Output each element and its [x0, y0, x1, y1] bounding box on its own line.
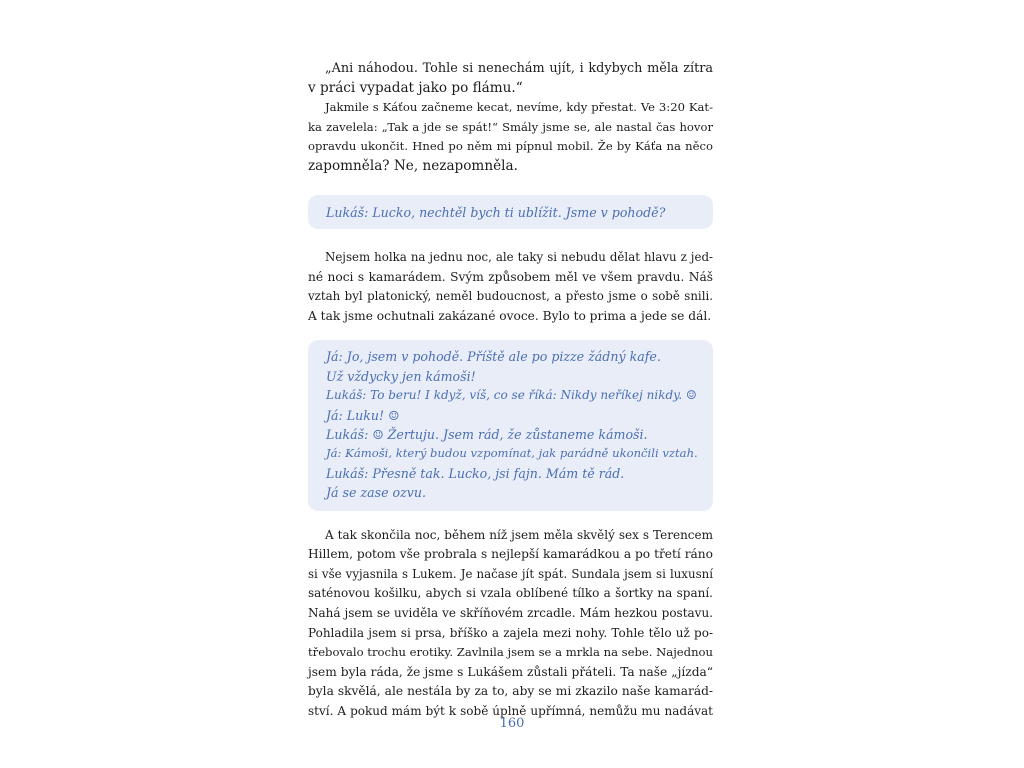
message-line: Lukáš: Lucko, nechtěl bych ti ublížit. Jsme v pohodě?	[326, 204, 666, 220]
text-line: Nahá jsem se uviděla ve skříňovém zrcadle. Mám hezkou postavu.	[308, 605, 713, 620]
message-box	[308, 340, 713, 510]
text-line: v práci vypadat jako po flámu.“	[308, 79, 523, 96]
text-line: né noci s kamarádem. Svým způsobem měl ve všem pravdu. Náš	[308, 269, 713, 284]
text-line: Hillem, potom vše probrala s nejlepší kamarádkou a po třetí ráno	[308, 547, 713, 562]
text-line: A tak jsme ochutnali zakázané ovoce. Bylo to prima a jede se dál.	[308, 308, 712, 323]
text-line: jsem byla ráda, že jsme s Lukášem zůstali přáteli. Ta naše „jízda“	[308, 664, 713, 679]
text-line: si vše vyjasnila s Lukem. Je načase jít spát. Sundala jsem si luxusní	[308, 566, 713, 581]
message-line: Lukáš: To beru! I když, víš, co se říká: Nikdy neříkej nikdy. ☺	[326, 388, 697, 403]
text-line: „Ani náhodou. Tohle si nenechám ujít, i kdybych měla zítra	[325, 61, 713, 76]
text-line: Nejsem holka na jednu noc, ale taky si nebudu dělat hlavu z jed-	[325, 249, 713, 264]
text-line: Jakmile s Káťou začneme kecat, nevíme, kdy přestat. Ve 3:20 Kat-	[325, 100, 713, 115]
message-line: Já: Kámoši, který budou vzpomínat, jak parádně ukončili vztah.	[326, 446, 698, 461]
message-box	[308, 195, 713, 229]
paragraph-4	[308, 526, 713, 722]
page-number: 160	[499, 716, 525, 731]
message-line: Už vždycky jen kámoši!	[326, 368, 476, 384]
message-line: Já: Jo, jsem v pohodě. Příště ale po pizze žádný kafe.	[326, 349, 661, 365]
text-line: zapomněla? Ne, nezapomněla.	[308, 157, 518, 174]
message-line: Já: Luku! ☺	[326, 407, 400, 423]
text-line: opravdu ukončit. Hned po něm mi pípnul mobil. Že by Káťa na něco	[308, 139, 713, 154]
paragraph-3	[308, 248, 713, 326]
message-line: Lukáš: Přesně tak. Lucko, jsi fajn. Mám tě rád.	[326, 465, 625, 481]
paragraph-1	[308, 59, 713, 98]
text-line: Pohladila jsem si prsa, bříško a zajela mezi nohy. Tohle tělo už po-	[308, 625, 713, 640]
message-line: Já se zase ozvu.	[326, 485, 426, 501]
text-line: třebovalo trochu erotiky. Zavlnila jsem se a mrkla na sebe. Najednou	[308, 645, 713, 660]
text-line: ství. A pokud mám být k sobě úplně upřímná, nemůžu mu nadávat	[308, 703, 713, 718]
message-line: Lukáš: ☺ Žertuju. Jsem rád, že zůstaneme kámoši.	[326, 426, 648, 442]
text-column	[308, 59, 713, 722]
paragraph-2	[308, 98, 713, 176]
text-line: byla skvělá, ale nestála by za to, aby se mi zkazilo naše kamarád-	[308, 684, 713, 699]
text-line: A tak skončila noc, během níž jsem měla skvělý sex s Terencem	[325, 527, 713, 542]
text-line: ka zavelela: „Tak a jde se spát!“ Smály jsme se, ale nastal čas hovor	[308, 119, 713, 134]
text-line: vztah byl platonický, neměl budoucnost, a přesto jsme o sobě snili.	[308, 289, 713, 304]
text-line: saténovou košilku, abych si vzala oblíbené tílko a šortky na spaní.	[308, 586, 713, 601]
